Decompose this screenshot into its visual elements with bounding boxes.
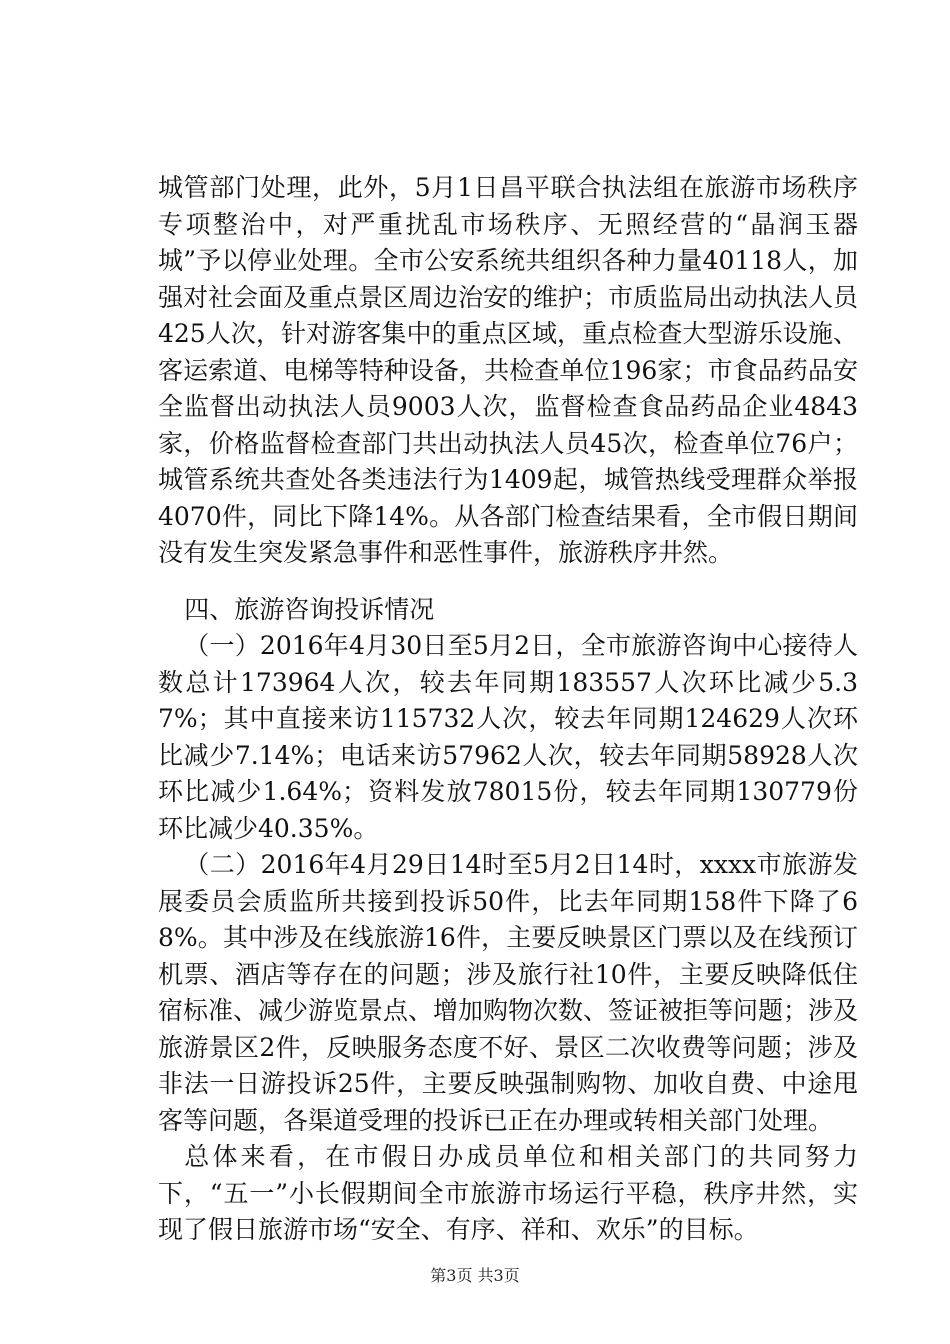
document-body [158,170,858,1249]
paragraph-consultation: （一）2016年4月30日至5月2日，全市旅游咨询中心接待人数总计173964人次，较去年同期183557人次环比减少5.37%；其中直接来访115732人次，较去年同期124629人次环比减少7.14%；电话来访57962人次，较去年同期58928人次环比减少1.64%；资料发放78015份，较去年同期130779份环比减少40.35%。 [158,631,858,843]
paragraph-complaints: （二）2016年4月29日14时至5月2日14时，xxxx市旅游发展委员会质监所共接到投诉50件，比去年同期158件下降了68%。其中涉及在线旅游16件，主要反映景区门票以及在线预订机票、酒店等存在的问题；涉及旅行社10件，主要反映降低住宿标准、减少游览景点、增加购物次数、签证被拒等问题；涉及旅游景区2件，反映服务态度不好、景区二次收费等问题；涉及非法一日游投诉25件，主要反映强制购物、加收自费、中途甩客等问题，各渠道受理的投诉已正在办理或转相关部门处理。 [158,850,859,1135]
page-footer: 第3页 共3页 [430,1266,520,1285]
section-heading-consultation: 四、旅游咨询投诉情况 [184,594,435,624]
paragraph-summary: 总体来看，在市假日办成员单位和相关部门的共同努力下，“五一”小长假期间全市旅游市场运行平稳，秩序井然，实现了假日旅游市场“安全、有序、祥和、欢乐”的目标。 [158,1142,858,1244]
paragraph-enforcement: 城管部门处理，此外，5月1日昌平联合执法组在旅游市场秩序专项整治中，对严重扰乱市场秩序、无照经营的“晶润玉器城”予以停业处理。全市公安系统共组织各种力量40118人，加强对社会面及重点景区周边治安的维护；市质监局出动执法人员425人次，针对游客集中的重点区域，重点检查大型游乐设施、客运索道、电梯等特种设备，共检查单位196家；市食品药品安全监督出动执法人员9003人次，监督检查食品药品企业4843家，价格监督检查部门共出动执法人员45次，检查单位76户；城管系统共查处各类违法行为1409起，城管热线受理群众举报4070件，同比下降14%。从各部门检查结果看，全市假日期间没有发生突发紧急事件和恶性事件，旅游秩序井然。 [158,173,859,567]
